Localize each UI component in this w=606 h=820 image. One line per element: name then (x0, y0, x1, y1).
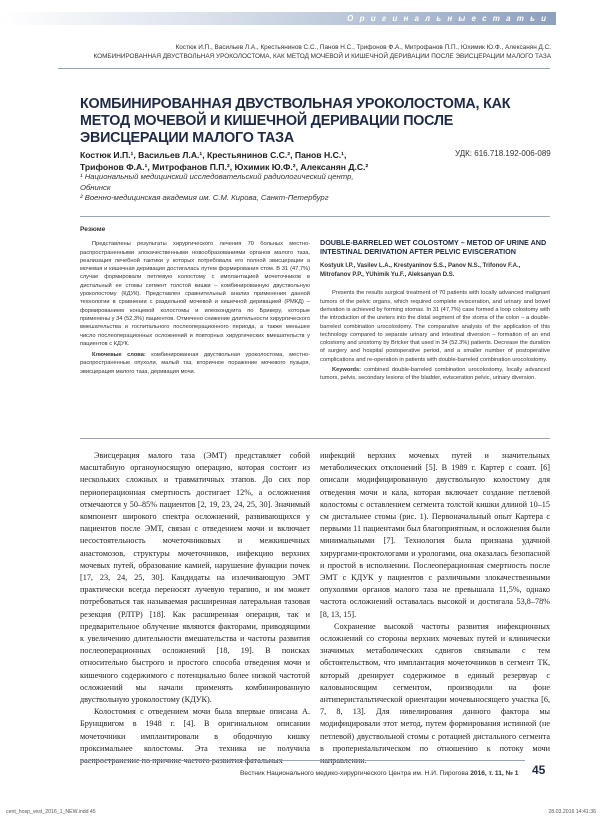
journal-issue: 2016, т. 11, № 1 (470, 770, 519, 777)
running-head-title: КОМБИНИРОВАННАЯ ДВУСТВОЛЬНАЯ УРОКОЛОСТОМА, КАК МЕТОД МОЧЕВОЙ И КИШЕЧНОЙ ДЕРИВАЦИИ ПОСЛЕ ЭВИСЦЕРАЦИИ МАЛОГО ТАЗА (93, 53, 551, 60)
footer-rule (80, 760, 525, 761)
journal-name: Вестник Национального медико-хирургического Центра им. Н.И. Пирогова (240, 770, 469, 777)
article-title: КОМБИНИРОВАННАЯ ДВУСТВОЛЬНАЯ УРОКОЛОСТОМА, КАК МЕТОД МОЧЕВОЙ И КИШЕЧНОЙ ДЕРИВАЦИИ ПОСЛЕ ЭВИСЦЕРАЦИИ МАЛОГО ТАЗА (80, 96, 511, 146)
authors-line-2: Трифонов Ф.А.¹, Митрофанов П.П.², Юхимик Ю.Ф.², Алексанян Д.С.² (80, 162, 369, 172)
body-column-left (80, 450, 310, 767)
abstract-en-authors: Kostyuk I.P., Vasilev L.A., Krestyaninov S.S., Panov N.S., Trifonov F.A., Mitrofanov P.P., YUhimik Yu.F., Aleksanyan D.S. (320, 263, 521, 278)
body-paragraph: Сохранение высокой частоты развития инфекционных осложнений со стороны верхних мочевых путей и клинически значимых метаболических сдвигов связывали с тем обстоятельством, что имплантация мочеточников в сегмент ТК, который дренирует содержимое в единый резервуар с каловыносящим сегментом, производили на фоне антиперистальтической ориентации мочевыносящего участка [6, 7, 8, 13]. Для нивелирования данного фактора мы модифицировали этот метод, путем формирования истинной (не петлевой) двуствольной стомы с ротацией дистального сегмента в пропериstальтическом по отношению к потоку мочи направлении. (320, 621, 550, 766)
abstract-ru-keywords (80, 351, 310, 376)
abstract-bottom-rule (80, 438, 550, 439)
keywords-ru-label: Ключевые слова: (92, 352, 146, 359)
running-head (31, 43, 551, 61)
print-file: cent_hosp_vest_2016_1_NEW.indd 45 (6, 809, 96, 815)
body-paragraph: Колостомия с отведением мочи была впервые описана А. Брунщвигом в 1948 г. [4]. В оригинальном описании мочеточники имплантировали в ободочную кишку проксимальнее колостомы. Эта техника не получила распространение по причине частого развития фатальных (80, 707, 310, 766)
abstract-en-title: DOUBLE-BARRELED WET COLOSTOMY – METOD OF URINE AND INTESTINAL DERIVATION AFTER PELVIC EVISCERATION (320, 238, 547, 257)
body-paragraph: Эвисцерация малого таза (ЭМТ) представляет собой масштабную органоуносящую операцию, которая состоит из нескольких сложных и травматичных этапов. До сих пор периоперационная смертность достигает 12%, а осложнения отмечаются у 50–85% пациентов [2, 19, 23, 24, 25, 30]. Значимый компонент широкого спектра осложнений, развивающихся у пациентов после ЭМТ, связан с отведением мочи и включает несостоятельность мочеточниковых и межкишечных анастомозов, структуры мочеточников, инфекцию верхних мочевых путей, образование камней, нарушение функции почек [17, 23, 24, 25, 30]. Кандидаты на излечивающую ЭМТ практически всегда переносят лучевую терапию, и им может потребоваться так называемая расширенная латеральная тазовая резекция (РЛТР) [18]. Как расширенная операция, так и предварительное облучение являются факторами, приводящими к увеличению длительности вмешательства и частоты развития послеоперационных осложнений [18, 19]. В поисках относительно быстрого и простого способа отведения мочи и кишечного содержимого с потенциально более низкой частотой осложнений мы начали применять комбинированную двуствольную уроколостому (КДУК). (80, 451, 310, 705)
page-number: 45 (532, 763, 546, 777)
header-rule (58, 68, 550, 69)
affiliation-2: ² Военно-медицинская академия им. С.М. Кирова, Санкт-Петербург (80, 193, 329, 202)
abstract-ru (80, 226, 310, 376)
print-timestamp: 28.03.2016 14:41:36 (548, 809, 596, 815)
journal-footer (240, 770, 518, 777)
running-head-authors: Костюк И.П., Васильев Л.А., Крестьянинов С.С., Панов Н.С., Трифонов Ф.А., Митрофанов П.П., Юхимик Ю.Ф., Алексанян Д.С. (175, 44, 551, 51)
body-paragraph: инфекций верхних мочевых путей и значительных метаболических отклонений [5]. В 1989 г. Картер с соавт. [6] описали модифицированную двуствольную колостому для отведения мочи и кала, которая включает создание петлевой колостомы с оставлением сегмента толстой кишки длиной 10–15 см дистальнее стомы (рис. 1). Первоначальный опыт Картера с первыми 11 пациентами был благоприятным, и осложнения были минимальными [7]. Технология была признана удачной хирургами-проктологами и урологами, она оказалась безопасной и простой в исполнении. Послеоперационная смертность после ЭМТ с КДУК у пациентов с различными злокачественными опухолями органов малого таза не превышала 11,5%, однако частота осложнений оставалась высокой и достигала 53,8–78% [8, 13, 15]. (320, 451, 550, 619)
abstract-en (320, 226, 550, 383)
authors-line-1: Костюк И.П.¹, Васильев Л.А.¹, Крестьянинов С.С.², Панов Н.С.¹, (80, 150, 347, 160)
article-authors (80, 149, 410, 173)
keywords-en-values: combined double-barreled combination urocolostomy, locally advanced tumors, pelvis, secondary lesions of the bladder, evisceration pelvic, urinary diversion. (320, 367, 550, 382)
section-label: О р и г и н а л ь н ы е с т а т ь и (347, 14, 548, 23)
affiliation-1: ¹ Национальный медицинский исследовательский радиологический центр, Обнинск (80, 172, 354, 192)
body-column-right (320, 450, 550, 767)
abstract-en-keywords (320, 366, 550, 383)
abstract-ru-heading: Резюме (80, 226, 106, 233)
abstract-en-text: Presents the results surgical treatment of 70 patients with locally advanced malignant tumors of the pelvic organs, which required complete evisceration, and urinary and bowel derivation is achieved by forming stomas. In 31 (47,7%) case formed a loop colostomy with the introduction of the ureters into the distal segment of the stoma of the colon – a double-barreled combination urocolostomy. The comparative analysis of the application of this technology compared to separate urinary and intestinal diversion – formation of an end colostomy and urostomy by Bricker that used in 34 (52.3%) patients. Decrease the duration of surgery and hospital postoperative period, and a smaller number of postoperative complications and re-operation in patients with double-barreled combination urocolostomy. (320, 290, 550, 363)
abstract-top-rule (80, 216, 550, 217)
affiliations (80, 172, 380, 204)
keywords-en-label: Keywords: (332, 367, 362, 374)
abstract-ru-text: Представлены результаты хирургического лечения 70 больных местно-распространенными злокачественными новообразованиями органов малого таза, реализация лечебной тактики у которых потребовала его полной эвисцерации а мочевая и кишечная деривация достигалась путем формирования стом. В 31 (47,7%) случае формировали петлевую колостому с имплантацией мочеточников в дистальный ее стомы сегмент толстой кишки – комбинированную двуствольную уроколостому (КДУК). Представлен сравнительный анализ применения данной технологии в сравнении с раздельной мочевой и кишечной деривацией (РМКД) – формированием концевой колостомы и илеокондуита по Брикеру, которые применены у 34 (52,3%) пациентов. Отмечено снижение длительности хирургического вмешательства и госпитального послеоперационного периода, а также меньшее число послеоперационных осложнений и повторных хирургических вмешательств у пациентов с КДУК. (80, 241, 310, 347)
udk-code: УДК: 616.718.192-006-089 (455, 149, 551, 158)
keywords-ru-values: комбинированная двуствольная уроколостома, местно-распространенные опухоли, малый таз, вторичное поражение мочевого пузыря, эвисцерация малого таза, деривация мочи. (80, 352, 310, 375)
